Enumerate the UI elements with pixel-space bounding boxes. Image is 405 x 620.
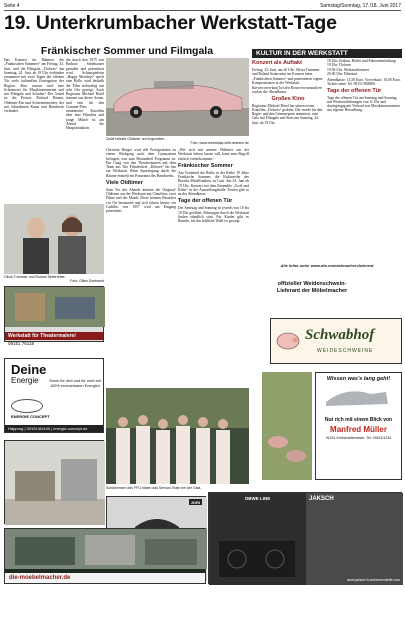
- sidebar-heading-kino: Großes Kino: [271, 95, 305, 102]
- energie-ad-energie: Energie: [11, 376, 39, 385]
- sidebar-text: Regisseur Michael Rösel hat seinen ersten Kinofilm „Dolores“ gedreht. Der wurde für den Regie- und den Grimmepreis nominiert, eine Gala mit Filmgala und Stars am Samstag, 24. Juni, ab 19 Uhr.: [252, 103, 323, 125]
- article-column-3: [106, 148, 176, 388]
- jaksch-kitchen-ad[interactable]: [208, 492, 402, 584]
- sidebar-col-1: [252, 59, 324, 259]
- ctr-title: OBWE LINE: [244, 496, 271, 501]
- article-text: Christian Haeger wird alle Protagonisten zu einem Werkgang nach dem Gymnasium befragen, was zum Bestandteil Programm ist. Ein Gang von den Theaterräumen mit dem Team aus Tilo Filmfestival „Dolores“ bis hin zur Werkstatt. Beim Spaziergang durch die Räume entsteht ein Panorama des Handwerks.: [106, 148, 176, 178]
- sidebar-col-2: [327, 59, 402, 259]
- section-heading-sommer: Fränkischer Sommer: [178, 162, 233, 169]
- manfred-mueller-ad[interactable]: [315, 372, 402, 480]
- article-text: Zum Tor des Abends können der Original-Oldtimer aus der Werkstatt mit Chauffeur, zwei Filme und der Musik. Diese können Besucher vor Ort bestaunen und sich fahren lassen; ein Cadillac von 1957 wird am Eingang präsentiert.: [106, 187, 176, 213]
- musicians-photo: [4, 204, 104, 274]
- sidebar-text: Kartenvorverkauf bei den Konzertveranstaltern und an der Abendkasse.: [252, 86, 323, 95]
- pig-icon: [275, 329, 301, 351]
- article-text: „Wer sich mit seinem Oldtimer aus der Werkstatt fahren lassen will, kann zum Begriff einfach vorbeikommen.“: [178, 148, 249, 161]
- article-subtitle: Fränkischer Sommer und Filmgala: [40, 45, 214, 57]
- moebelmacher-banner[interactable]: [4, 528, 206, 584]
- pigs-meadow-photo: [262, 372, 312, 480]
- car-photo-credit: Foto: www.dreamday-with-dinesen.de: [190, 141, 249, 145]
- energie-ad-tagline: Strom für dich und für mich mit 100% erneuerbaren Energien: [49, 379, 101, 388]
- ruhl-name: Manfred Müller: [330, 425, 387, 434]
- article-column-2: [66, 58, 104, 168]
- energie-concept-ad[interactable]: [4, 358, 104, 433]
- sidebar-text: Freitag, 23. Juni, um 20 Uhr: Olivia Trummer und Roland Seiterreiter im Konzert beim „Fränkischen Sommer“ und präsentieren eigene Kompositionen in der Werkstatt.: [252, 68, 323, 85]
- schedule-item: 18 Uhr: Einlass, Buffet und Pianounterhaltung: [327, 59, 396, 63]
- sidebar-heading-open-day: Tage der offenen Tür: [327, 87, 382, 94]
- schwabhof-logo: Schwabhof: [305, 327, 375, 343]
- schedule-item: 19 Uhr: Dolores: [327, 63, 351, 68]
- article-text: Am Vorabend der Reihe in der Reihe 19 Jahre Fränkische Sommer, die Kulturreihe des Bezirks Mittelfranken, zu Gast. Am 23. Juni ab 19 Uhr: Konzert mit dem Ensemble „Groß und Klein“ in der Ausstellungshalle. Karten gibt es an der Abendkasse.: [178, 170, 249, 196]
- ruhl-subline: Nut rich mit einem Blick von: [324, 417, 393, 423]
- section-heading-oldtimer: Viele Oldtimer: [106, 179, 143, 186]
- schedule-item: 19:30 Uhr: Werkstattkonzert: [327, 67, 370, 72]
- schedule-list: [327, 59, 402, 76]
- schwabhof-ad[interactable]: [270, 318, 402, 364]
- article-column-4: [178, 148, 249, 388]
- jaksch-logo: JAKSCH: [309, 496, 334, 502]
- theatermalerei-title: Werkstatt für Theatermalerei: [5, 332, 103, 340]
- sidebar-text: Tage der offenen Tür am Samstag und Sonntag, mit Werkstattführungen von 11 Uhr und durchgängig mit Verkauf von Musikinstrumenten aus eigener Herstellung.: [327, 95, 400, 113]
- moebelmacher-ad-image[interactable]: [4, 440, 104, 524]
- schedule-item: 20:30 Uhr: Filmstart: [327, 71, 358, 76]
- jaksch-panel: [306, 493, 403, 585]
- car-caption: Zwölf tolleste Oldtimer und legendäre...: [106, 137, 167, 141]
- energie-ad-contact: Happurg | 09151/81440 | energie-concept.de: [5, 425, 103, 432]
- service-team-photo: [106, 388, 249, 484]
- schwabhof-tagline: WEIDESCHWEINE: [317, 348, 374, 354]
- theatermalerei-ad[interactable]: [4, 286, 104, 346]
- energie-ad-deine: Deine: [11, 362, 47, 377]
- sidebar-footer-link[interactable]: Alle Infos unter www.die-moebelmacher.de/event: [280, 263, 374, 268]
- jaksch-url[interactable]: www.jaksch-Kuechenmodelle.com: [346, 578, 400, 582]
- musicians-photo-credit: Foto: Gilles Soebrand: [70, 279, 104, 283]
- energie-ad-brand: ENERGIE CONCEPT: [11, 414, 50, 419]
- cadillac-photo: [106, 58, 249, 136]
- page-title: 19. Unterkrumbacher Werkstatt-Tage: [4, 12, 337, 34]
- article-text: die durch den 1979 von Barbara Steinhauser gestaltet und präsentiert wird. Schauspielerin „Happy Mondays“ spielt eine Rolle, wird deshalb der Film rechtzeitig um acht Uhr gezeigt. Auch Regisseur Michael Rösel stammt aus dieser Szene, und sein für den Grimme-Preis nominierter Kurzfilm über eine Filmdiva und junge Mütter ist am Abend die Hauptattraktion.: [66, 58, 104, 130]
- weideschwein-partner-note: [262, 275, 362, 321]
- article-text: Der Samstag und Sonntag ist jeweils von 10 bis 18 Uhr geöffnet. Führungen durch die Werkstatt finden stündlich statt. Für Kinder gibt es Basteln, für das leibliche Wohl ist gesorgt.: [178, 206, 249, 223]
- sidebar-header: KULTUR IN DER WERKSTATT: [252, 49, 402, 58]
- jori-logo: JORI: [190, 499, 200, 505]
- theatermalerei-phone: 09151 76118: [8, 341, 34, 346]
- ctr-panel: [209, 493, 306, 585]
- page-number: Seite 4: [4, 3, 20, 9]
- musicians-caption: Olivia Trummer und Roland Seiterreiter.: [4, 275, 66, 279]
- service-team-caption: Schülerinnen des FFG bilden das Service-Team bei der Gala.: [106, 486, 202, 490]
- ruhl-address: 91241 Kirchensittenbach, Tel. 09151/1234: [325, 436, 392, 440]
- sidebar-heading-konzert: Konzert als Auftakt: [252, 60, 302, 66]
- cooktop-image: [219, 541, 295, 577]
- partner-text: offizieller Weidenschwein-Lieferant der Möbelmacher: [276, 281, 348, 294]
- moebelmacher-url[interactable]: die-moebelmacher.de: [5, 573, 205, 583]
- page-header: [4, 3, 401, 11]
- section-heading-open-day: Tage der offenen Tür: [178, 198, 233, 205]
- ruhl-headline: Wissen was's lang geht!: [326, 376, 391, 382]
- energie-logo-icon: [11, 399, 43, 413]
- sidebar-tickets: Abendkasse: 14,50 Euro, Vorverkauf: 10,00 Euro. Tickets unter Tel. 09151/838880.: [327, 78, 401, 87]
- issue-date: Samstag/Sonntag, 17./18. Juni 2017: [320, 3, 401, 9]
- article-text: Das Konzert im Rahmen des „Fränkischen Sommers“ am Freitag, 23. Juni, und die Filmgala „Dolores“ am Samstag, 24. Juni, ab 19 Uhr verbinden zusammen mit zwei Tagen der offenen Tür viele kulturellen Erzeugnisse der Region. Aber warum wird eine Schreinerei für Musikinstrumente und mit Filmgala und Schulen? Der Grund ist die Person: Richard Danzer, Oldtimer-Fan und Schreinermeister, der seit Jahrzehnten Kunst und Handwerk verbindet.: [4, 58, 64, 113]
